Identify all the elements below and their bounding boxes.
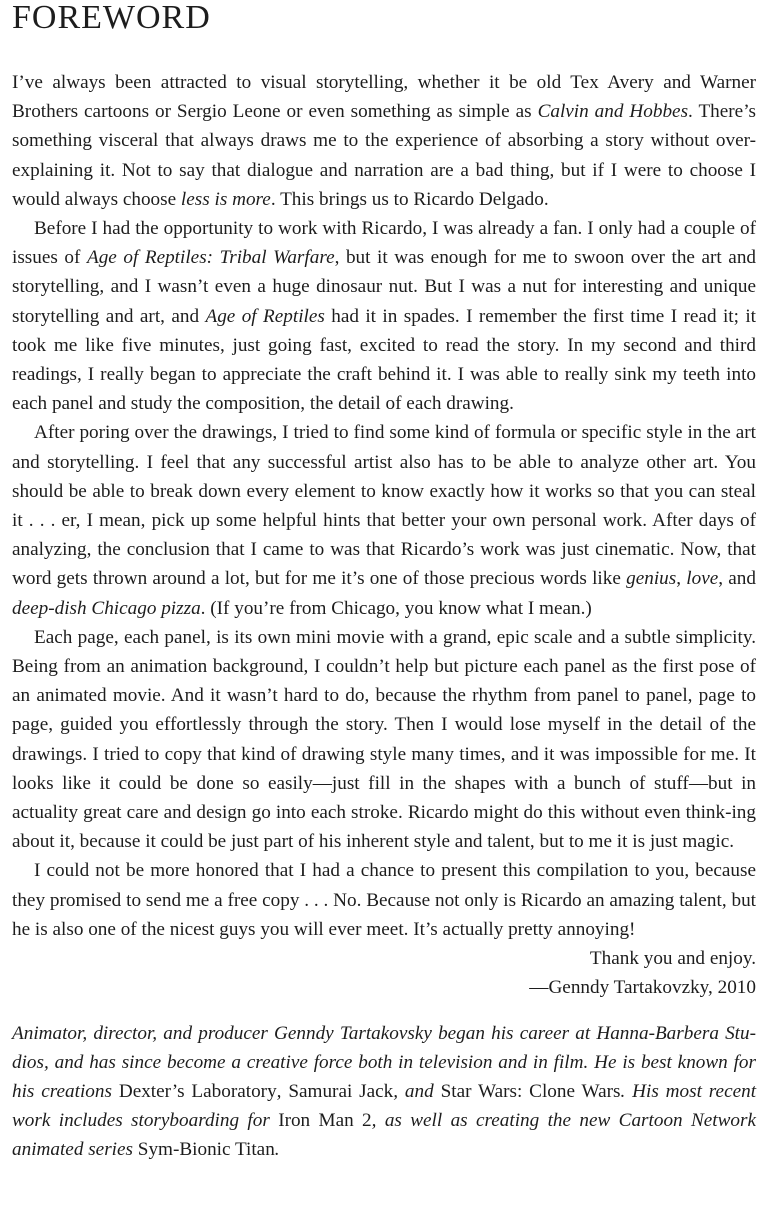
paragraph: [12, 856, 756, 944]
foreword-body: [12, 68, 756, 1003]
text-run: .: [274, 1139, 280, 1161]
italic-phrase: genius: [626, 568, 677, 590]
work-title: Samurai Jack: [288, 1080, 394, 1102]
work-title: Iron Man 2: [278, 1110, 372, 1132]
italic-phrase: less is more: [180, 188, 271, 210]
paragraph: [12, 214, 756, 418]
text-run: . There’s something visceral that always draws me to the experience of absorbing a story without over-explaining it. Not to say that dialogue and narration are a bad thing, but if I were to choose I would always choose: [12, 101, 756, 210]
closing-thanks: Thank you and enjoy.: [589, 948, 756, 970]
text-run: . His most recent work includes storyboarding for: [12, 1080, 757, 1132]
work-title: Sym-Bionic Titan: [137, 1139, 275, 1161]
italic-phrase: Age of Reptiles: [205, 305, 325, 327]
italic-phrase: love: [686, 568, 719, 590]
italic-phrase: deep-dish Chicago pizza: [12, 597, 201, 619]
text-run: ,: [276, 1080, 289, 1102]
closing-signature: —Genndy Tartakovzky, 2010: [529, 977, 756, 999]
text-run: I’ve always been attracted to visual storytelling, whether it be old Tex Avery and Warner Brothers cartoons or Sergio Leone or even something as simple as: [12, 72, 756, 123]
paragraph: [12, 418, 756, 622]
text-run: ,: [676, 568, 687, 590]
text-run: . This brings us to Ricardo Delgado.: [270, 188, 549, 210]
work-title: Dexter’s Laboratory: [118, 1080, 277, 1102]
text-run: Animator, director, and producer Genndy Tartakovsky began his career at Hanna-Barbera Stu-dios, and has since become a creative force both in television and in film. He is best known for his creations: [12, 1022, 756, 1102]
italic-phrase: Calvin and Hobbes: [537, 101, 689, 123]
text-run: , and: [393, 1080, 441, 1102]
text-run: , and: [718, 568, 756, 590]
paragraph: [12, 68, 756, 214]
italic-phrase: Age of Reptiles: Tribal Warfare: [86, 247, 335, 269]
text-run: , but it was enough for me to swoon over the art and storytelling, and I wasn’t even a huge dinosaur nut. But I was a nut for interesting and unique storytelling and art, and: [12, 247, 757, 327]
paragraph: [12, 623, 756, 857]
text-run: I could not be more honored that I had a chance to present this compilation to you, because they promised to send me a free copy . . . No. Because not only is Ricardo an amazing talent, but he is also one of the nicest guys you will ever meet. It’s actually pretty annoying!: [12, 860, 756, 940]
text-run: had it in spades. I remember the first time I read it; it took me like five minutes, just going fast, excited to read the story. In my second and third readings, I really began to appreciate the craft behind it. I was able to really sink my teeth into each panel and study the composition, the detail of each drawing.: [12, 305, 756, 415]
text-run: Each page, each panel, is its own mini movie with a grand, epic scale and a subtle simplicity. Being from an animation background, I couldn’t help but picture each panel as the first pose of an animated movie. And it wasn’t hard to do, because the rhythm from panel to panel, page to page, guided you effortlessly through the story. Then I would lose myself in the detail of the drawings. I tried to copy that kind of drawing style many times, and it was impossible for me. It looks like it could be done so easily—just fill in the shapes with a bunch of stuff—but in actuality great care and design go into each stroke. Ricardo might do this without even think-ing about it, because it could be just part of his inherent style and talent, but to me it is just magic.: [12, 626, 756, 853]
text-run: Before I had the opportunity to work with Ricardo, I was already a fan. I only had a couple of issues of: [12, 218, 756, 269]
author-bio: [12, 1019, 756, 1165]
text-run: , as well as creating the new Cartoon Network animated series: [12, 1110, 757, 1161]
text-run: . (If you’re from Chicago, you know what I mean.): [200, 597, 592, 619]
text-run: After poring over the drawings, I tried to find some kind of formula or specific style in the art and storytelling. I feel that any successful artist also has to be able to analyze other art. You should be able to break down every element to know exactly how it works so that you can steal it . . . er, I mean, pick up some helpful hints that better your own personal work. After days of analyzing, the conclusion that I came to was that Ricardo’s work was just cinematic. Now, that word gets thrown around a lot, but for me it’s one of those precious words like: [12, 422, 756, 590]
work-title: Star Wars: Clone Wars: [440, 1080, 621, 1102]
page-title: FOREWORD: [12, 0, 211, 36]
